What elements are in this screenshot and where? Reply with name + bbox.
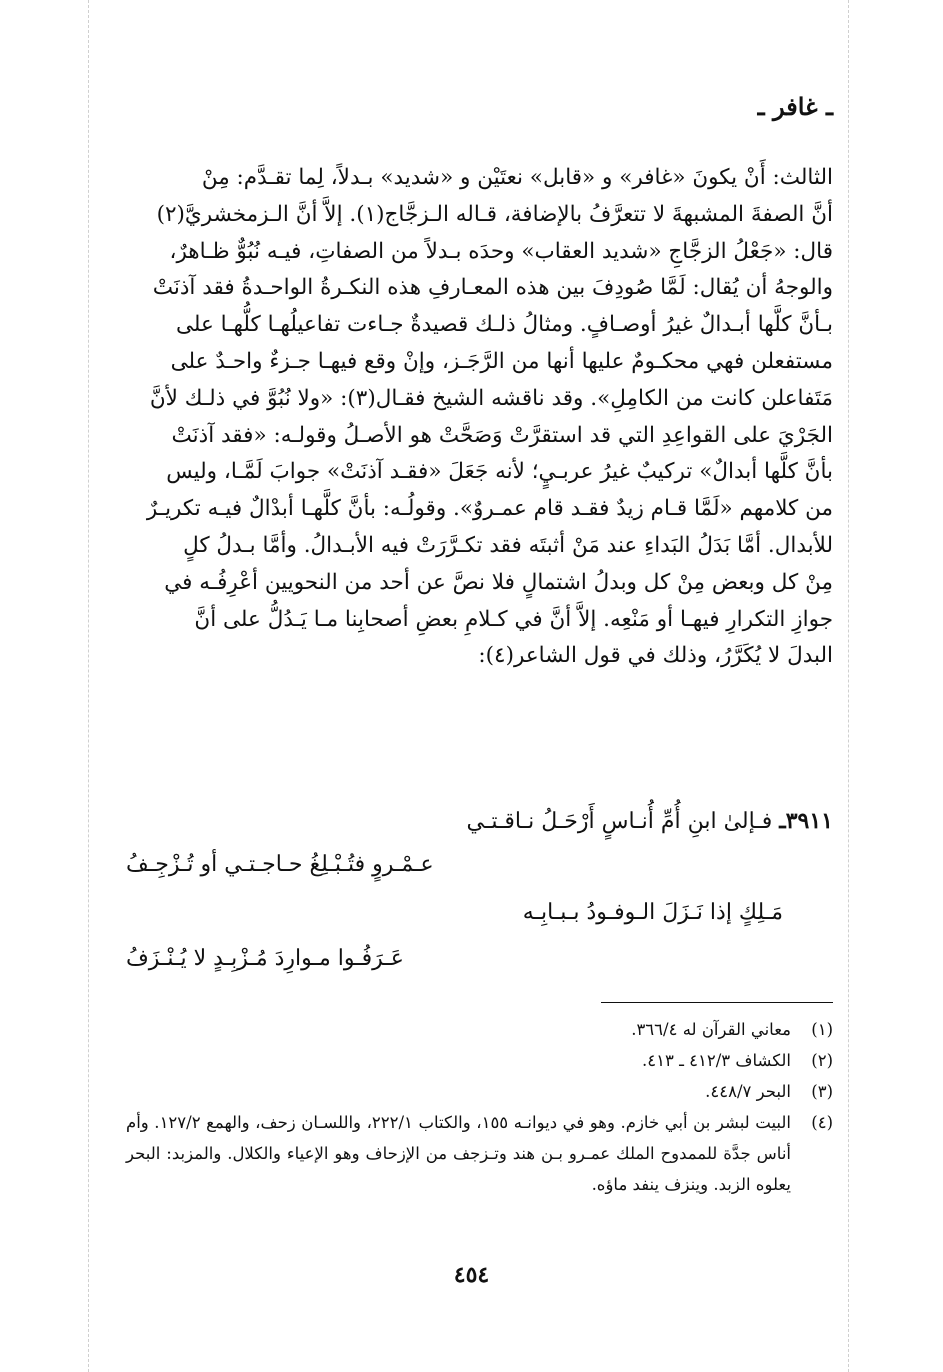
footnote-text: البيت لبشر بن أبي خازم. وهو في ديوانـه ١٥٥، والكتاب ٢٢٢/١، واللسـان زحف، والهمع ١٢٧/٢. وأم أناس جدَّة للممدوح الملك عمـرو بـن هند وتـزجف من الإزحاف وهو الإعياء والكلال. والمزبد: البحر يعلوه الزبد. وينزف ينفد ماؤه. xyxy=(126,1113,792,1194)
footnote xyxy=(126,1107,833,1200)
footnote-text: البحر ٤٤٨/٧. xyxy=(705,1082,791,1101)
footnote-text: الكشاف ٤١٢/٣ ـ ٤١٣. xyxy=(641,1051,791,1070)
main-text xyxy=(126,160,833,675)
footnote-mark: (٣) xyxy=(811,1082,833,1101)
poem-line-2: عـمْـروٍ فتُـبْـلِغُ حـاجـتـي أو تُـزْجِـفُ xyxy=(126,852,434,877)
text-line: للأبدال. أمَّا بَدَلُ البَداءِ عند مَنْ أثبتَه فقد تكـرَّرَتْ فيه الأبـدالُ. وأمَّا بـدلُ كلٍ xyxy=(183,532,833,558)
footnote-separator xyxy=(601,1002,833,1003)
footnote-text: معاني القرآن له ٣٦٦/٤. xyxy=(631,1020,791,1039)
text-line: الجَرْيَ على القواعِدِ التي قد استقرَّتْ وَصَحَّتْ هو الأصـلُ وقولـه: «فقد آذنَتْ xyxy=(171,422,833,448)
text-line: مِنْ كل وبعض مِنْ كل وبدلُ اشتمالٍ فلا نصَّ عن أحد من النحويين أعْرِفُـه في xyxy=(164,569,833,595)
poem-line-3: مَـلِكٍ إذا نَـزَلَ الـوفـودُ بـبـابِـه xyxy=(522,900,783,925)
text-line: مَتَفاعلن كانت من الكامِلِ». وقد ناقشه الشيخ فقـال(٣): «ولا نُبُوَّ في ذلـك لأنَّ xyxy=(149,385,833,411)
running-header: ـ غافر ـ xyxy=(757,92,833,121)
text-line: جوازِ التكرارِ فيهـا أو مَنْعِه. إلاَّ أنَّ في كـلامِ بعضِ أصحابِنا مـا يَـدُلُّ على أنَّ xyxy=(194,606,833,632)
poem-line-4: عَـرَفُـوا مـوارِدَ مُـزْبِـدٍ لا يُـنْـزَفُ xyxy=(126,946,404,971)
footnote-mark: (١) xyxy=(811,1020,833,1039)
text-line: من كلامهم «لَمَّا قـام زيدٌ فقـد قام عمـروٌ». وقولُـه: بأنَّ كلَّهـا أبدْالٌ فيـه تكريـرٌ xyxy=(146,496,833,522)
footnote xyxy=(126,1076,833,1107)
page-number: ٤٥٤ xyxy=(453,1262,490,1288)
text-line: أنَّ الصفةَ المشبهةَ لا تتعرَّفُ بالإضافة، قـاله الـزجَّاج(١). إلاَّ أنَّ الـزمخشريَّ(٢) xyxy=(156,201,833,227)
text-line: البدلَ لا يُكَرَّرُ، وذلك في قول الشاعر(٤): xyxy=(478,643,833,669)
text-line: والوجهُ أن يُقال: لَمَّا صُودِفَ بين هذه المعـارفِ هذه النكـرةُ الواحـدةُ فقد آذنَتْ xyxy=(152,275,833,301)
poem-line-1 xyxy=(467,808,833,834)
footnote-mark: (٤) xyxy=(811,1113,833,1132)
text-line: مستفعلن فهي محكـومٌ عليها أنها من الرَّجَـز، وإنْ وقع فيهـا جـزءٌ واحـدٌ على xyxy=(170,348,833,374)
footnote-mark: (٢) xyxy=(811,1051,833,1070)
footnote xyxy=(126,1045,833,1076)
page-guide-line xyxy=(848,0,849,1372)
text-line: بـأنَّ كلَّها أبـدالٌ غيرُ أوصـافٍ. ومثالُ ذلـك قصيدةٌ جـاءت تفاعيلُهـا كلُّهـا على xyxy=(175,312,833,338)
text-line: الثالث: أَنْ يكونَ «غافر» و «قابل» نعتَيْن و «شديد» بـدلاً، لِما تقـدَّم: مِنْ xyxy=(201,165,833,190)
poem-hemistich: فـإلىٰ ابنِ أُمِّ أُنـاسٍ أَرْحَـلُ نـاقـتـي xyxy=(466,809,773,834)
page-guide-line xyxy=(88,0,89,1372)
text-line: قال: «جَعْلُ الزجَّاجِ «شديد العقاب» وحدَه بـدلاً من الصفاتِ، فيـه نُبُوٌّ ظـاهرٌ، xyxy=(169,238,833,264)
text-line: بأنَّ كلَّها أبدالٌ» تركيبٌ غيرُ عربـيٍ؛ لأنه جَعَلَ «فقـد آذنَتْ» جوابَ لَمَّـا، وليس xyxy=(166,459,833,485)
footnotes xyxy=(126,1014,833,1200)
footnote xyxy=(126,1014,833,1045)
verse-number: ٣٩١١ـ xyxy=(779,808,833,834)
